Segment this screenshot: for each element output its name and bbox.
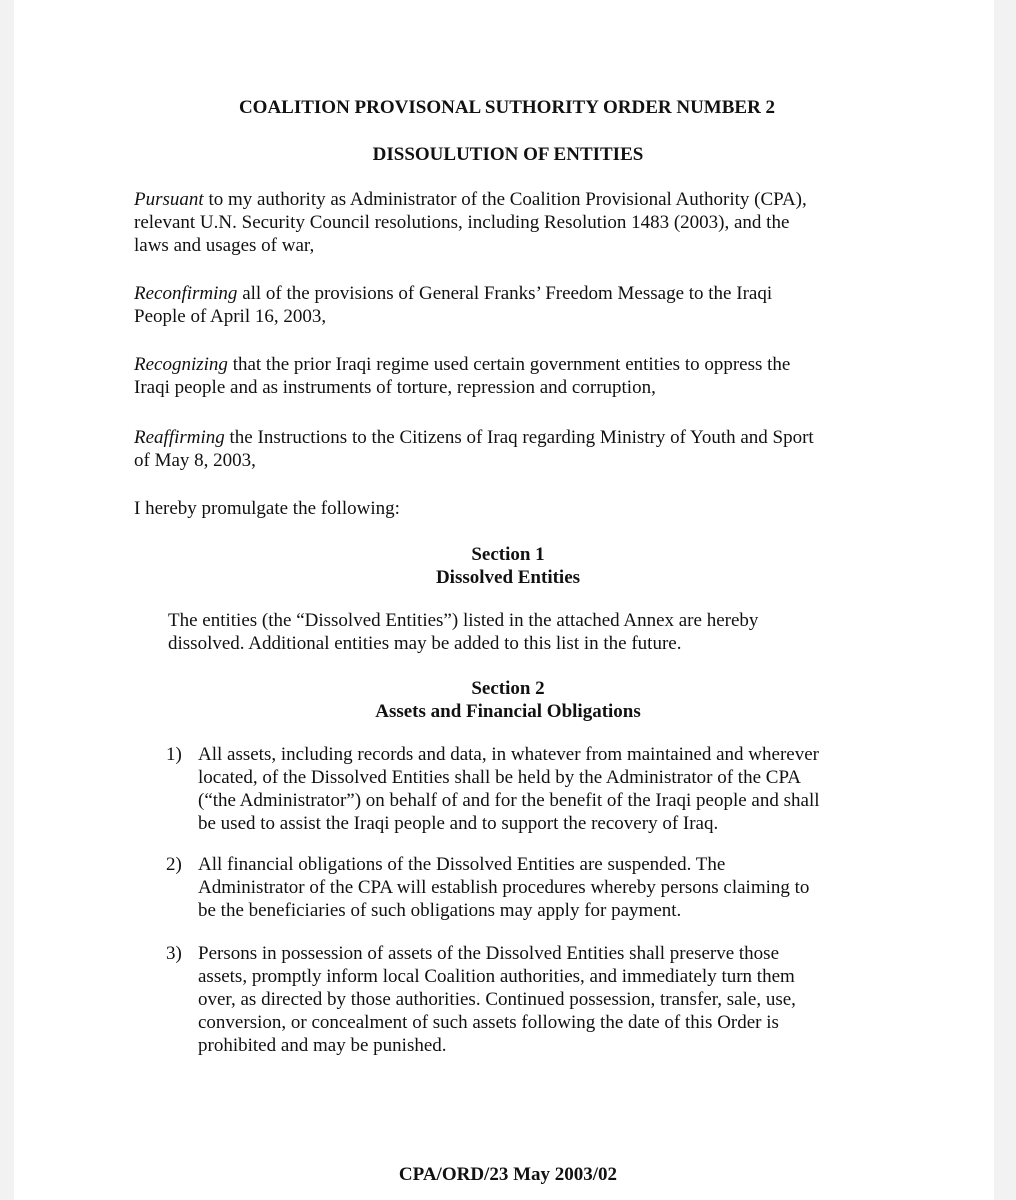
list-item	[166, 942, 926, 1057]
preamble-line: Reaffirming the Instructions to the Citizens of Iraq regarding Ministry of Youth and Sport	[134, 427, 814, 448]
list-item-line: (“the Administrator”) on behalf of and for the benefit of the Iraqi people and shall	[198, 790, 820, 811]
list-item	[166, 853, 926, 922]
document-title: COALITION PROVISONAL SUTHORITY ORDER NUMBER 2	[238, 97, 776, 118]
preamble-line: Iraqi people and as instruments of torture, repression and corruption,	[134, 377, 656, 398]
list-item-line: prohibited and may be punished.	[198, 1035, 447, 1056]
preamble-line: Pursuant to my authority as Administrator of the Coalition Provisional Authority (CPA),	[134, 189, 807, 210]
list-item-line: All assets, including records and data, in whatever from maintained and wherever	[198, 744, 819, 765]
promulgate-statement: I hereby promulgate the following:	[134, 498, 400, 519]
preamble-lead: Recognizing	[134, 354, 228, 375]
section-1-text-line: The entities (the “Dissolved Entities”) listed in the attached Annex are hereby	[168, 610, 759, 631]
preamble-line: People of April 16, 2003,	[134, 306, 327, 327]
section-1-text-line: dissolved. Additional entities may be added to this list in the future.	[168, 633, 682, 654]
document-subtitle: DISSOULUTION OF ENTITIES	[372, 144, 644, 165]
section-1-title: Dissolved Entities	[435, 567, 581, 588]
document-page	[14, 0, 994, 1200]
preamble-lead: Reconfirming	[134, 283, 238, 304]
list-item-line: located, of the Dissolved Entities shall be held by the Administrator of the CPA	[198, 767, 801, 788]
preamble-line: Reconfirming all of the provisions of General Franks’ Freedom Message to the Iraqi	[134, 283, 773, 304]
preamble-line: of May 8, 2003,	[134, 450, 256, 471]
list-item-line: assets, promptly inform local Coalition authorities, and immediately turn them	[198, 966, 795, 987]
list-item-line: over, as directed by those authorities. Continued possession, transfer, sale, use,	[198, 989, 796, 1010]
section-2-title: Assets and Financial Obligations	[375, 701, 641, 722]
list-item-line: conversion, or concealment of such assets following the date of this Order is	[198, 1012, 779, 1033]
list-item-number: 2)	[166, 854, 182, 875]
list-item	[166, 743, 926, 835]
preamble-lead: Pursuant	[134, 189, 204, 210]
list-item-line: be the beneficiaries of such obligations may apply for payment.	[198, 900, 682, 921]
list-item-number: 3)	[166, 943, 182, 964]
list-item-number: 1)	[166, 744, 182, 765]
list-item-line: Administrator of the CPA will establish procedures whereby persons claiming to	[198, 877, 810, 898]
list-item-line: be used to assist the Iraqi people and to support the recovery of Iraq.	[198, 813, 719, 834]
document-footer-reference: CPA/ORD/23 May 2003/02	[398, 1164, 618, 1185]
preamble-lead: Reaffirming	[134, 427, 225, 448]
preamble-line: relevant U.N. Security Council resolutions, including Resolution 1483 (2003), and the	[134, 212, 790, 233]
preamble-line: laws and usages of war,	[134, 235, 315, 256]
section-2-heading: Section 2	[471, 678, 545, 699]
list-item-line: All financial obligations of the Dissolved Entities are suspended. The	[198, 854, 726, 875]
preamble-line: Recognizing that the prior Iraqi regime used certain government entities to oppress the	[134, 354, 791, 375]
list-item-line: Persons in possession of assets of the Dissolved Entities shall preserve those	[198, 943, 780, 964]
section-1-heading: Section 1	[471, 544, 545, 565]
